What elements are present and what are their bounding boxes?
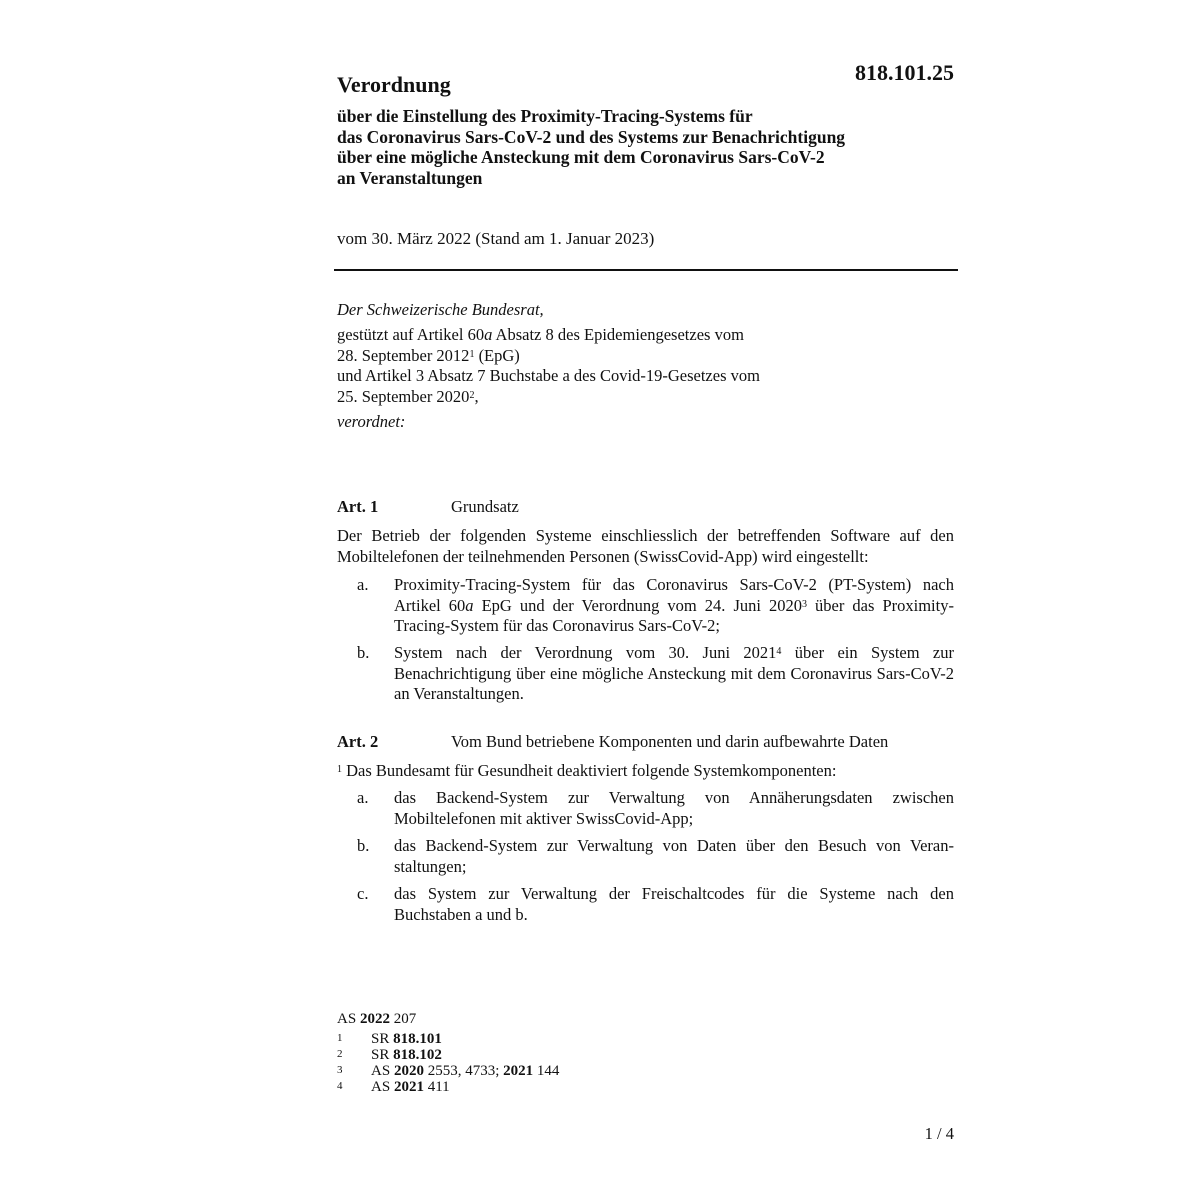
- footnote: 2 SR 818.102: [337, 1047, 442, 1063]
- preamble-enacting: verordnet:: [337, 412, 406, 431]
- list-item-letter: b.: [357, 836, 370, 855]
- subtitle-line: an Veranstaltungen: [337, 167, 483, 188]
- basis-line: und Artikel 3 Absatz 7 Buchstabe a des Covid-19-Gesetzes vom: [337, 366, 760, 385]
- list-item-text: System nach der Verordnung vom 30. Juni 2021$^4$ über ein System zur Benachrichtigung über eine mögliche Ansteckung mit dem Coronavirus Sars-CoV-2 an Veranstaltungen.: [394, 643, 955, 703]
- date-line: vom 30. März 2022 (Stand am 1. Januar 2023): [337, 229, 655, 248]
- preamble-basis: [337, 325, 957, 407]
- article-number: Art. 1: [337, 497, 379, 516]
- footnote-ref: 4: [776, 646, 782, 657]
- basis-line: gestützt auf Artikel 60a Absatz 8 des Epidemiengesetzes vom: [337, 325, 744, 344]
- document-subtitle: [337, 106, 977, 188]
- list-item-text: das Backend-System zur Verwaltung von Daten über den Besuch von Veran-staltungen;: [394, 836, 954, 876]
- list-item-text: das Backend-System zur Verwaltung von Annäherungsdaten zwischen Mobiltelefonen mit aktiver SwissCovid-App;: [394, 788, 954, 828]
- footnote-ref: 1: [469, 348, 475, 360]
- subtitle-line: über die Einstellung des Proximity-Tracing-Systems für: [337, 106, 753, 126]
- header-divider: [334, 269, 958, 271]
- footnote: 3 AS 2020 2553, 4733; 2021 144: [337, 1063, 560, 1079]
- article-intro: $^1$ Das Bundesamt für Gesundheit deaktiviert folgende Systemkomponenten:: [337, 761, 837, 780]
- article-intro: Der Betrieb der folgenden Systeme einschliesslich der betreffenden Software auf den Mobiltelefonen der teilnehmenden Personen (SwissCovid-App) wird eingestellt:: [337, 526, 954, 566]
- subtitle-line: das Coronavirus Sars-CoV-2 und des Systems zur Benachrichtigung: [337, 126, 846, 147]
- list-item-letter: b.: [357, 643, 370, 662]
- list-item-text: Proximity-Tracing-System für das Coronavirus Sars-CoV-2 (PT-System) nach Artikel 60a EpG und der Verordnung vom 24. Juni 2020$^3$ über das Proximity-Tracing-System für das Coronavirus Sars-CoV-2;: [394, 575, 954, 635]
- footnote: 4 AS 2021 411: [337, 1079, 450, 1095]
- footnote-ref: 2: [469, 389, 475, 401]
- footnote-number: 3: [337, 1064, 343, 1076]
- list-item-letter: a.: [357, 788, 369, 807]
- footnote-number: 2: [337, 1048, 343, 1060]
- list-item-text: das System zur Verwaltung der Freischaltcodes für die Systeme nach den Buchstaben a und b.: [394, 884, 954, 924]
- footnote-ref: 3: [802, 598, 808, 610]
- basis-line: 25. September 2020$^2$,: [337, 386, 479, 406]
- subtitle-line: über eine mögliche Ansteckung mit dem Coronavirus Sars-CoV-2: [337, 147, 825, 167]
- preamble-authority: Der Schweizerische Bundesrat,: [337, 300, 544, 319]
- document-title: Verordnung: [337, 72, 451, 97]
- list-item-letter: c.: [357, 884, 369, 903]
- footnote-number: 1: [337, 1032, 343, 1044]
- article-title: Vom Bund betriebene Komponenten und darin aufbewahrte Daten: [451, 732, 889, 751]
- page-number: 1 / 4: [924, 1124, 954, 1143]
- sr-number: 818.101.25: [855, 60, 954, 85]
- list-item-letter: a.: [357, 575, 369, 594]
- article-title: Grundsatz: [451, 497, 519, 516]
- basis-line: 28. September 2012$^1$ (EpG): [337, 345, 520, 365]
- footnote: 1 SR 818.101: [337, 1031, 442, 1047]
- footnote-number: 4: [337, 1080, 343, 1092]
- official-compilation-ref: AS 2022 207: [337, 1011, 417, 1027]
- article-number: Art. 2: [337, 732, 379, 751]
- paragraph-number: 1: [337, 764, 342, 775]
